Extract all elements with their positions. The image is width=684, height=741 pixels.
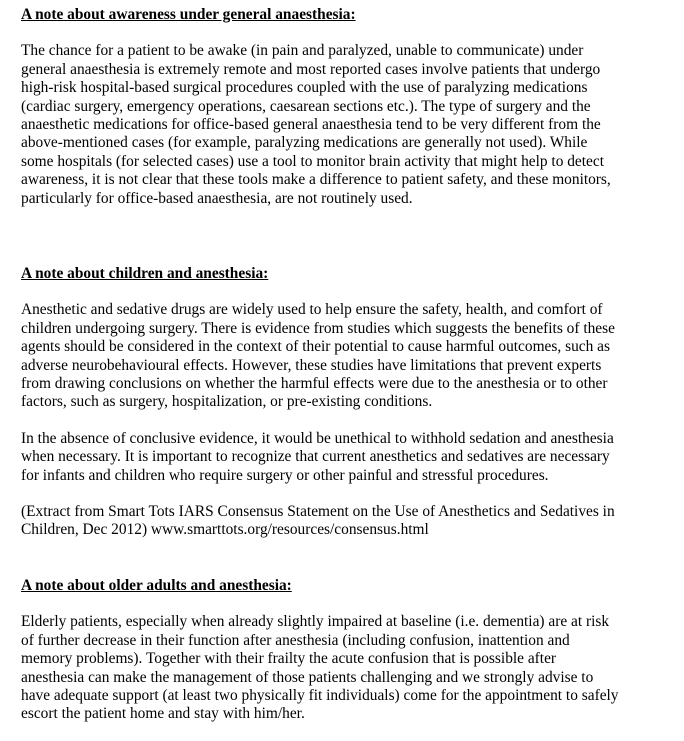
- text-line: when necessary. It is important to recognize that current anesthetics and sedatives are necessary: [21, 448, 610, 466]
- text-line: In the absence of conclusive evidence, it would be unethical to withhold sedation and anesthesia: [21, 429, 614, 447]
- section-awareness: [21, 6, 661, 208]
- text-line: anaesthetic medications for office-based general anaesthesia tend to be very different from the: [21, 116, 601, 134]
- text-line: factors, such as surgery, hospitalization, or pre-existing conditions.: [21, 393, 433, 411]
- text-line: adverse neurobehavioural effects. However, these studies have limitations that prevent experts: [21, 356, 602, 374]
- heading-children: A note about children and anesthesia:: [21, 265, 269, 282]
- text-line: escort the patient home and stay with him/her.: [21, 705, 305, 723]
- text-line: general anaesthesia is extremely remote and most reported cases involve patients that undergo: [21, 60, 601, 78]
- text-line: above-mentioned cases (for example, paralyzing medications are generally not used). While: [21, 134, 588, 152]
- paragraph-awareness: [21, 42, 661, 208]
- text-line: some hospitals (for selected cases) use a tool to monitor brain activity that might help to detect: [21, 152, 604, 170]
- text-line: Anesthetic and sedative drugs are widely used to help ensure the safety, health, and comfort of: [21, 301, 603, 319]
- text-line: (cardiac surgery, emergency operations, caesarean sections etc.). The type of surgery and the: [21, 97, 591, 115]
- paragraph-children-1: [21, 301, 661, 411]
- section-children: [21, 265, 661, 540]
- paragraph-children-citation: [21, 503, 661, 540]
- paragraph-children-2: [21, 430, 661, 485]
- citation-line: Children, Dec 2012) www.smarttots.org/resources/consensus.html: [21, 521, 429, 539]
- text-line: awareness, it is not clear that these tools make a difference to patient safety, and these monitors,: [21, 171, 611, 189]
- paragraph-older-adults: [21, 613, 661, 723]
- text-line: have adequate support (at least two physically fit individuals) come for the appointment to safely: [21, 687, 619, 705]
- text-line: high-risk hospital-based surgical procedures coupled with the use of paralyzing medications: [21, 79, 588, 97]
- heading-awareness: A note about awareness under general anaesthesia:: [21, 6, 356, 23]
- text-line: particularly for office-based anaesthesia, are not routinely used.: [21, 189, 413, 207]
- text-line: children undergoing surgery. There is evidence from studies which suggests the benefits of these: [21, 319, 615, 337]
- text-line: from drawing conclusions on whether the harmful effects were due to the anesthesia or to other: [21, 375, 608, 393]
- text-line: anesthesia can make the management of those patients challenging and we strongly advise to: [21, 668, 594, 686]
- text-line: Elderly patients, especially when already slightly impaired at baseline (i.e. dementia) are at risk: [21, 613, 610, 631]
- heading-older-adults: A note about older adults and anesthesia:: [21, 577, 292, 594]
- text-line: memory problems). Together with their frailty the acute confusion that is possible after: [21, 650, 557, 668]
- text-line: of further decrease in their function after anesthesia (including confusion, inattention and: [21, 631, 570, 649]
- text-line: for infants and children who require surgery or other painful and stressful procedures.: [21, 466, 549, 484]
- section-older-adults: [21, 577, 661, 724]
- text-line: agents should be considered in the context of their potential to cause harmful outcomes, such as: [21, 338, 610, 356]
- text-line: (Extract from Smart Tots IARS Consensus Statement on the Use of Anesthetics and Sedatives in: [21, 503, 615, 521]
- text-line: The chance for a patient to be awake (in pain and paralyzed, unable to communicate) under: [21, 42, 584, 60]
